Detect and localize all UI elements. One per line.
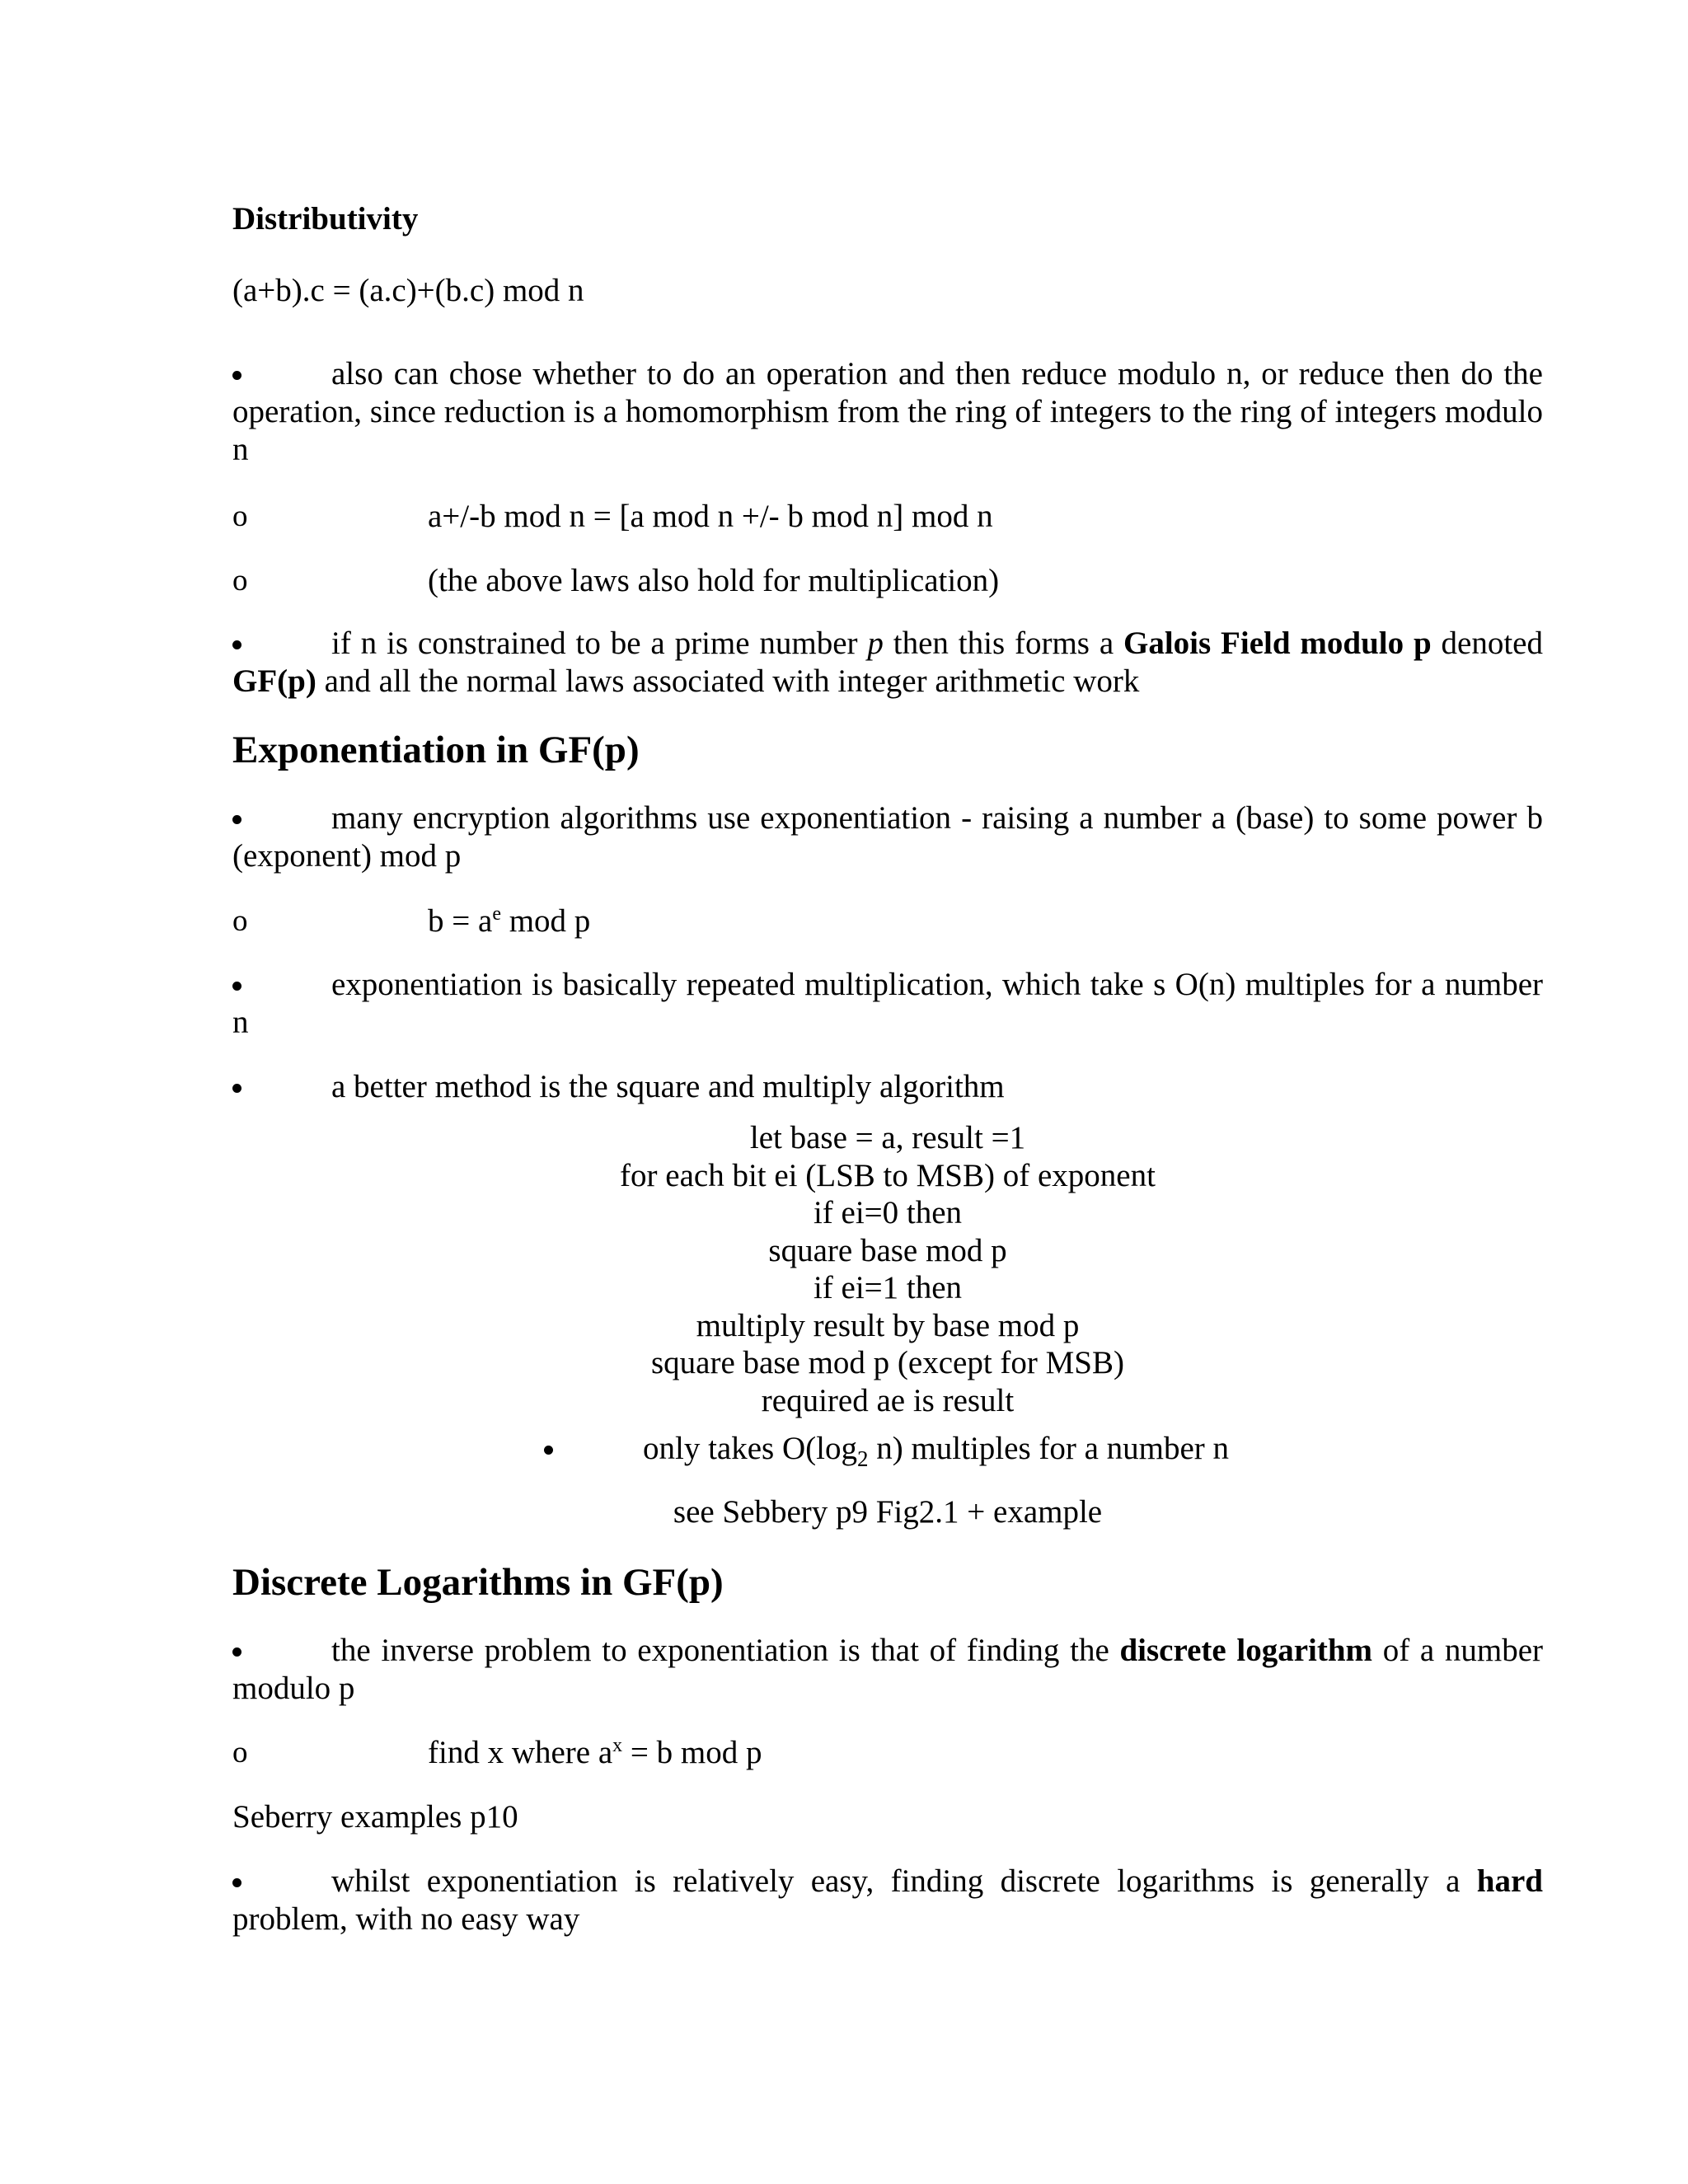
algorithm-line: square base mod p (except for MSB) [650, 1345, 1124, 1380]
bullet-text [643, 1431, 1230, 1471]
section-heading-distributivity: Distributivity [232, 201, 419, 237]
bold-term: GF(p) [232, 663, 316, 699]
bold-term: discrete logarithm [1119, 1633, 1373, 1668]
formula-part: find x where a [428, 1735, 613, 1770]
section-heading-exponentiation: Exponentiation in GF(p) [232, 729, 640, 771]
italic-p: p [867, 626, 884, 661]
sub-bullet-marker: o [232, 1736, 248, 1769]
algorithm-line: let base = a, result =1 [749, 1120, 1026, 1155]
bullet-text: whilst exponentiation is relatively easy, finding discrete logarithms is generally a [331, 1863, 1477, 1899]
bullet-icon [232, 966, 331, 1004]
formula-part: = b mod p [622, 1735, 762, 1770]
sub-item-text [428, 902, 590, 940]
text-part: n) multiples for a number n [868, 1431, 1230, 1466]
bullet-galois-field [232, 625, 1543, 701]
bullet-icon [232, 799, 331, 837]
sub-bullet-marker: o [232, 564, 248, 598]
bullet-repeated-multiplication [232, 966, 1543, 1042]
reference-seberry: Seberry examples p10 [232, 1799, 518, 1835]
bullet-text: then this forms a [883, 626, 1123, 661]
sub-item-text: (the above laws also hold for multiplication) [428, 563, 1000, 598]
bullet-icon [232, 1863, 331, 1900]
sub-item-text [428, 1734, 762, 1772]
bullet-hard-problem [232, 1863, 1543, 1938]
sub-bullet-marker: o [232, 904, 248, 938]
algorithm-line: if ei=1 then [813, 1270, 963, 1305]
algorithm-line: square base mod p [768, 1232, 1007, 1268]
bullet-icon [232, 1068, 331, 1106]
section-heading-discrete-log: Discrete Logarithms in GF(p) [232, 1561, 724, 1604]
formula-part: mod p [500, 903, 591, 939]
superscript: x [612, 1735, 623, 1756]
bullet-log-complexity [544, 1430, 1533, 1471]
distributivity-formula: (a+b).c = (a.c)+(b.c) mod n [232, 273, 584, 308]
bullet-exponentiation-use [232, 799, 1543, 875]
superscript: e [492, 903, 501, 925]
bullet-icon [232, 1632, 331, 1670]
document-page [232, 0, 1543, 2184]
bullet-text: exponentiation is basically repeated multiplication, which take s O(n) multiples for a number n [232, 967, 1543, 1040]
sub-bullet-marker: o [232, 499, 248, 533]
bullet-text: a better method is the square and multiply algorithm [331, 1069, 1005, 1104]
sub-item-text: a+/-b mod n = [a mod n +/- b mod n] mod n [428, 499, 993, 534]
bullet-reduction [232, 355, 1543, 469]
text-part: only takes O(log [643, 1431, 857, 1466]
bullet-text: of a number modulo p [232, 1633, 1543, 1706]
algorithm-line: required ae is result [761, 1382, 1015, 1418]
algorithm-line: if ei=0 then [813, 1195, 963, 1230]
bullet-text: and all the normal laws associated with integer arithmetic work [316, 663, 1140, 699]
bullet-square-multiply [232, 1068, 1543, 1106]
bullet-icon [232, 625, 331, 663]
bullet-icon [232, 355, 331, 393]
algorithm-block [232, 1119, 1543, 1419]
bold-term: Galois Field modulo p [1123, 626, 1432, 661]
subscript: 2 [856, 1446, 869, 1471]
bullet-text: the inverse problem to exponentiation is that of finding the [331, 1633, 1120, 1668]
bullet-text: many encryption algorithms use exponentiation - raising a number a (base) to some power b (exponent) mod p [232, 800, 1543, 874]
formula-part: b = a [428, 903, 493, 939]
bold-term: hard [1476, 1863, 1543, 1899]
bullet-text: if n is constrained to be a prime number [331, 626, 868, 661]
bullet-text: denoted [1431, 626, 1543, 661]
reference-sebbery: see Sebbery p9 Fig2.1 + example [673, 1494, 1103, 1530]
algorithm-line: multiply result by base mod p [696, 1307, 1080, 1343]
bullet-icon [544, 1430, 643, 1468]
bullet-inverse-problem [232, 1632, 1543, 1708]
bullet-text: problem, with no easy way [232, 1901, 580, 1937]
algorithm-line: for each bit ei (LSB to MSB) of exponent [620, 1157, 1156, 1193]
bullet-text: also can chose whether to do an operation and then reduce modulo n, or reduce then do the operation, since reduction is a homomorphism from the ring of integers to the ring of integers modulo n [232, 356, 1543, 467]
